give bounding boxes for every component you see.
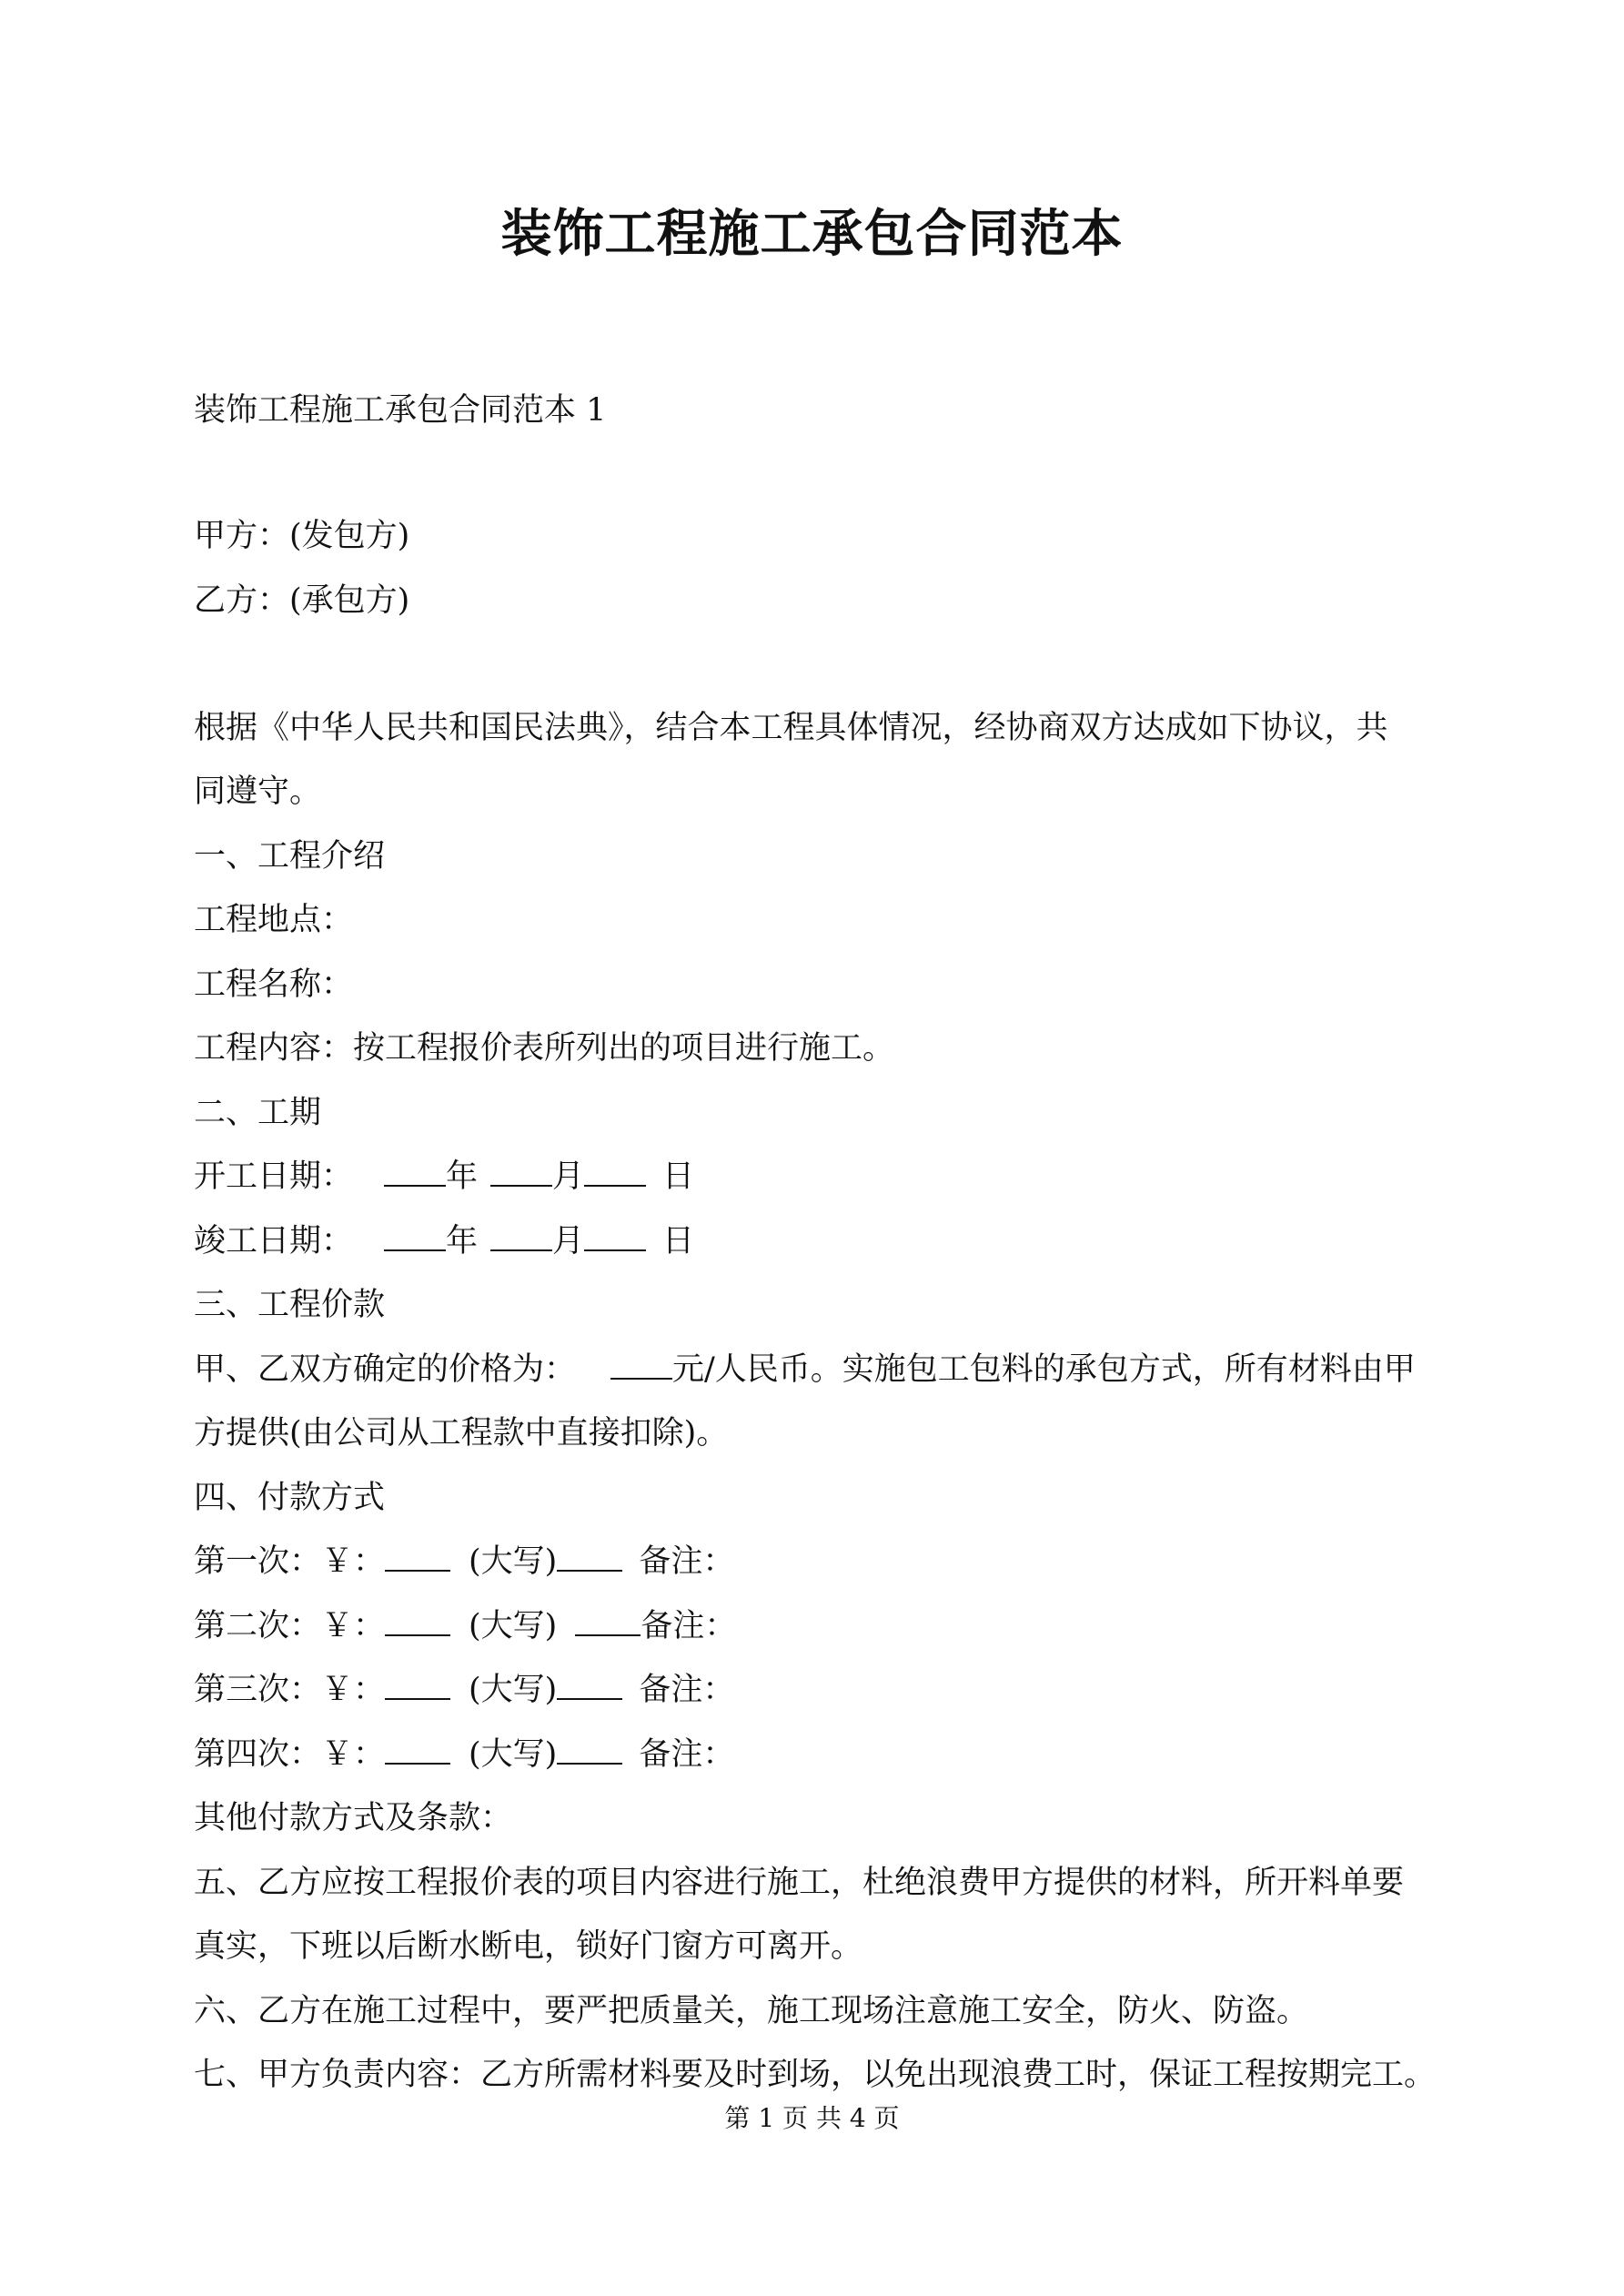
amount-blank[interactable]	[385, 1539, 450, 1572]
party-a-line: 甲方：(发包方)	[194, 518, 410, 554]
section-5-line-2: 真实，下班以后断水断电，锁好门窗方可离开。	[194, 1928, 863, 1965]
intro-line-1: 根据《中华人民共和国民法典》，结合本工程具体情况，经协商双方达成如下协议，共	[194, 710, 1388, 746]
caps-blank[interactable]	[575, 1603, 641, 1636]
price-blank[interactable]	[610, 1347, 672, 1380]
end-year-blank[interactable]	[384, 1219, 446, 1251]
project-content-line: 工程内容：按工程报价表所列出的项目进行施工。	[194, 1030, 895, 1067]
section-4-heading: 四、付款方式	[194, 1480, 386, 1516]
amount-blank[interactable]	[385, 1603, 450, 1636]
amount-blank[interactable]	[385, 1732, 450, 1765]
start-day-blank[interactable]	[584, 1154, 646, 1187]
start-date-label: 开工日期：	[194, 1158, 354, 1195]
start-month-blank[interactable]	[490, 1154, 552, 1187]
project-name-label: 工程名称：	[194, 966, 354, 1003]
price-line-1	[194, 1347, 1416, 1392]
end-date-line	[194, 1219, 694, 1264]
payment-row	[194, 1732, 734, 1777]
caps-label: (大写)	[469, 1543, 558, 1580]
day-label: 日	[662, 1223, 695, 1259]
month-label: 月	[552, 1158, 585, 1195]
party-b-line: 乙方：(承包方)	[194, 582, 410, 619]
caps-label: (大写)	[469, 1672, 558, 1708]
page-footer: 第 1 页 共 4 页	[724, 2103, 900, 2133]
month-label: 月	[552, 1223, 585, 1259]
section-6-line: 六、乙方在施工过程中，要严把质量关，施工现场注意施工安全，防火、防盗。	[194, 1993, 1309, 2029]
project-site-label: 工程地点：	[194, 902, 354, 938]
note-label: 备注：	[641, 1608, 737, 1644]
end-date-label: 竣工日期：	[194, 1223, 354, 1259]
end-month-blank[interactable]	[490, 1219, 552, 1251]
caps-blank[interactable]	[557, 1667, 622, 1700]
note-label: 备注：	[639, 1543, 735, 1580]
price-line-2: 方提供(由公司从工程款中直接扣除)。	[194, 1415, 729, 1451]
intro-line-2: 同遵守。	[194, 774, 322, 810]
caps-blank[interactable]	[557, 1732, 622, 1765]
note-label: 备注：	[639, 1736, 735, 1773]
payment-label: 第一次：￥：	[194, 1543, 386, 1580]
payment-row	[194, 1539, 734, 1584]
section-3-heading: 三、工程价款	[194, 1287, 386, 1323]
year-label: 年	[446, 1158, 479, 1195]
payment-label: 第四次：￥：	[194, 1736, 386, 1773]
section-5-line-1: 五、乙方应按工程报价表的项目内容进行施工，杜绝浪费甲方提供的材料，所开料单要	[194, 1865, 1405, 1901]
year-label: 年	[446, 1223, 479, 1259]
document-title: 装饰工程施工承包合同范本	[500, 204, 1124, 264]
other-payment-line: 其他付款方式及条款：	[194, 1800, 513, 1836]
note-label: 备注：	[639, 1672, 735, 1708]
payment-row	[194, 1667, 734, 1713]
price-text: 元/人民币。实施包工包料的承包方式，所有材料由甲	[672, 1351, 1416, 1388]
payment-label: 第三次：￥：	[194, 1672, 386, 1708]
section-7-line: 七、甲方负责内容：乙方所需材料要及时到场，以免出现浪费工时，保证工程按期完工。	[194, 2057, 1437, 2093]
end-day-blank[interactable]	[584, 1219, 646, 1251]
start-year-blank[interactable]	[384, 1154, 446, 1187]
day-label: 日	[662, 1158, 695, 1195]
payment-row	[194, 1603, 736, 1649]
amount-blank[interactable]	[385, 1667, 450, 1700]
document-subtitle: 装饰工程施工承包合同范本 1	[194, 392, 607, 429]
payment-label: 第二次：￥：	[194, 1608, 386, 1644]
price-label: 甲、乙双方确定的价格为：	[194, 1351, 577, 1388]
start-date-line	[194, 1154, 694, 1199]
section-2-heading: 二、工期	[194, 1095, 322, 1131]
section-1-heading: 一、工程介绍	[194, 838, 386, 875]
caps-blank[interactable]	[557, 1539, 622, 1572]
caps-label: (大写)	[469, 1608, 558, 1644]
caps-label: (大写)	[469, 1736, 558, 1773]
